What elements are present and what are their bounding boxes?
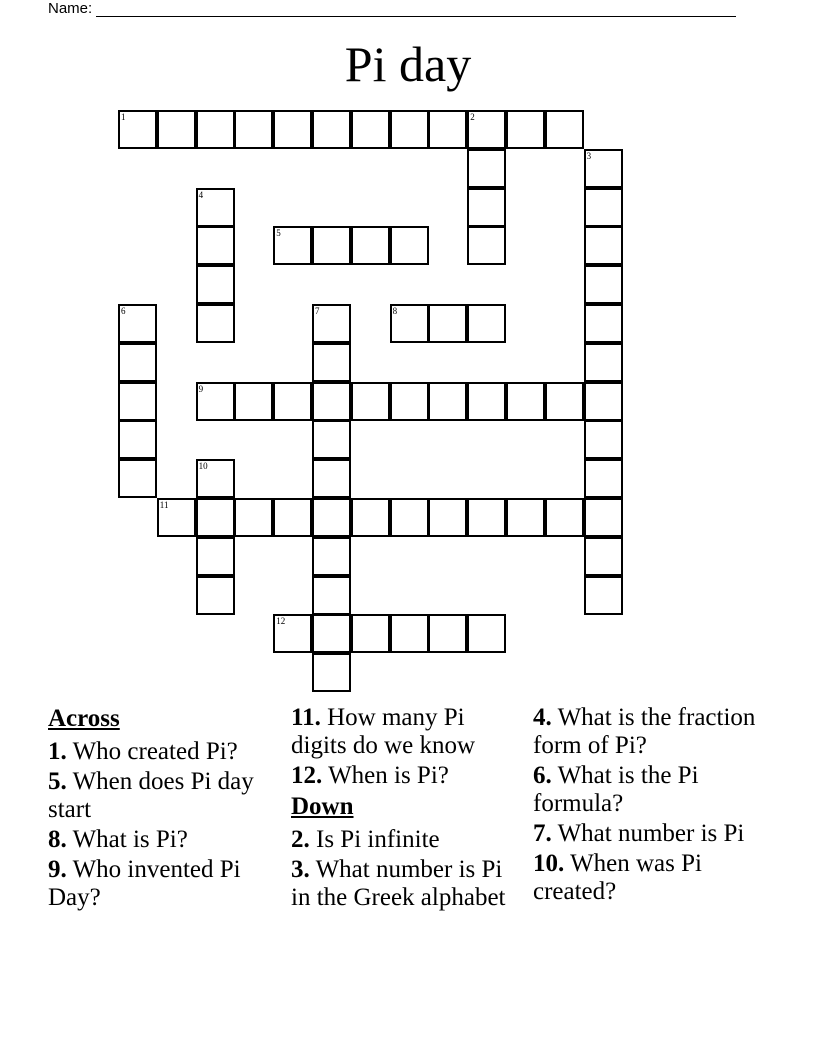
cell-number: 8 — [392, 306, 398, 316]
grid-cell[interactable] — [312, 459, 351, 498]
clue-text: When was Pi created? — [533, 850, 702, 905]
name-input-line[interactable] — [96, 2, 736, 17]
clue-down-3 — [291, 856, 521, 912]
grid-cell[interactable] — [467, 149, 506, 188]
grid-cell[interactable] — [196, 498, 235, 537]
grid-cell[interactable] — [118, 459, 157, 498]
page-title: Pi day — [344, 36, 472, 92]
clue-down-10 — [533, 850, 763, 906]
grid-cell[interactable] — [118, 343, 157, 382]
grid-cell[interactable] — [273, 226, 312, 265]
grid-cell[interactable] — [390, 304, 429, 343]
grid-cell[interactable] — [506, 382, 545, 421]
grid-cell[interactable] — [196, 265, 235, 304]
grid-cell[interactable] — [273, 498, 312, 537]
clue-number: 12. — [291, 762, 323, 789]
cell-number: 3 — [586, 150, 592, 161]
grid-cell[interactable] — [467, 498, 506, 537]
clue-number: 9. — [48, 856, 67, 883]
clue-text: Who created Pi? — [72, 738, 238, 765]
clue-down-2 — [291, 826, 521, 854]
grid-cell[interactable] — [428, 498, 467, 537]
clue-number: 6. — [533, 762, 552, 789]
grid-cell[interactable] — [584, 304, 623, 343]
grid-cell[interactable] — [234, 110, 273, 149]
across-heading: Across — [48, 705, 120, 732]
grid-cell[interactable] — [467, 188, 506, 227]
clue-number: 8. — [48, 826, 67, 853]
clue-number: 10. — [533, 850, 565, 877]
grid-cell[interactable] — [234, 498, 273, 537]
grid-cell[interactable] — [584, 576, 623, 615]
clue-across-1 — [48, 738, 278, 766]
grid-cell[interactable] — [467, 110, 506, 149]
grid-cell[interactable] — [506, 498, 545, 537]
clue-number: 1. — [48, 738, 67, 765]
grid-cell[interactable] — [312, 304, 351, 343]
grid-cell[interactable] — [312, 576, 351, 615]
cell-number: 5 — [276, 228, 281, 239]
clue-across-8 — [48, 826, 278, 854]
clue-number: 3. — [291, 856, 310, 883]
grid-cell[interactable] — [118, 382, 157, 421]
grid-cell[interactable] — [545, 110, 584, 149]
grid-cell[interactable] — [351, 382, 390, 421]
grid-cell[interactable] — [545, 498, 584, 537]
clue-text: What number is Pi — [557, 820, 745, 847]
grid-cell[interactable] — [428, 382, 467, 421]
grid-cell[interactable] — [273, 382, 312, 421]
clue-across-9 — [48, 856, 278, 912]
grid-cell[interactable] — [584, 265, 623, 304]
grid-cell[interactable] — [196, 537, 235, 576]
grid-cell[interactable] — [196, 576, 235, 615]
clue-text: How many Pi digits do we know — [291, 704, 476, 759]
grid-cell[interactable] — [428, 110, 467, 149]
grid-cell[interactable] — [390, 614, 429, 653]
cell-number: 11 — [159, 500, 169, 510]
cell-number: 4 — [198, 189, 204, 200]
grid-cell[interactable] — [428, 614, 467, 653]
clue-number: 4. — [533, 704, 552, 731]
grid-cell[interactable] — [312, 614, 351, 653]
grid-cell[interactable] — [390, 226, 429, 265]
grid-cell[interactable] — [196, 110, 235, 149]
clue-number: 11. — [291, 704, 321, 731]
grid-cell[interactable] — [312, 382, 351, 421]
clue-text: When is Pi? — [328, 762, 449, 789]
grid-cell[interactable] — [584, 149, 623, 188]
name-line — [48, 0, 736, 17]
grid-cell[interactable] — [196, 304, 235, 343]
grid-cell[interactable] — [390, 110, 429, 149]
cell-number: 6 — [121, 306, 126, 316]
grid-cell[interactable] — [351, 614, 390, 653]
grid-cell[interactable] — [351, 226, 390, 265]
grid-cell[interactable] — [312, 498, 351, 537]
cell-number: 10 — [198, 461, 208, 472]
cell-number: 12 — [276, 616, 286, 627]
cell-number: 1 — [121, 112, 126, 122]
grid-cell[interactable] — [467, 382, 506, 421]
clue-text: Is Pi infinite — [316, 826, 440, 853]
grid-cell[interactable] — [467, 614, 506, 653]
grid-cell[interactable] — [584, 343, 623, 382]
grid-cell[interactable] — [584, 226, 623, 265]
clue-number: 2. — [291, 826, 310, 853]
clue-down-4 — [533, 704, 763, 760]
cell-number: 7 — [315, 306, 320, 316]
clue-column-2 — [291, 704, 521, 914]
name-label: Name: — [48, 0, 93, 17]
grid-cell[interactable] — [118, 304, 157, 343]
grid-cell[interactable] — [584, 537, 623, 576]
grid-cell[interactable] — [584, 459, 623, 498]
grid-cell[interactable] — [118, 420, 157, 459]
grid-cell[interactable] — [312, 110, 351, 149]
clue-number: 5. — [48, 768, 67, 795]
clue-text: What is the fraction form of Pi? — [533, 704, 756, 759]
grid-cell[interactable] — [312, 343, 351, 382]
grid-cell[interactable] — [390, 498, 429, 537]
grid-cell[interactable] — [312, 226, 351, 265]
grid-cell[interactable] — [312, 420, 351, 459]
grid-cell[interactable] — [312, 537, 351, 576]
grid-cell[interactable] — [506, 110, 545, 149]
cell-number: 9 — [198, 383, 204, 394]
grid-cell[interactable] — [428, 304, 467, 343]
grid-cell[interactable] — [584, 420, 623, 459]
grid-cell[interactable] — [273, 110, 312, 149]
clue-text: What is Pi? — [72, 826, 188, 853]
clue-text: Who invented Pi Day? — [48, 856, 241, 911]
grid-cell[interactable] — [467, 304, 506, 343]
grid-cell[interactable] — [234, 382, 273, 421]
grid-cell[interactable] — [467, 226, 506, 265]
clue-column-1 — [48, 704, 278, 914]
grid-cell[interactable] — [584, 188, 623, 227]
grid-cell[interactable] — [351, 110, 390, 149]
grid-cell[interactable] — [157, 110, 196, 149]
clue-down-7 — [533, 820, 763, 848]
grid-cell[interactable] — [273, 614, 312, 653]
grid-cell[interactable] — [312, 653, 351, 692]
grid-cell[interactable] — [196, 382, 235, 421]
grid-cell[interactable] — [584, 382, 623, 421]
cell-number: 2 — [470, 112, 475, 122]
clue-across-12 — [291, 762, 521, 790]
clue-across-5 — [48, 768, 278, 824]
grid-cell[interactable] — [196, 226, 235, 265]
clue-number: 7. — [533, 820, 552, 847]
down-heading: Down — [291, 793, 354, 820]
grid-cell[interactable] — [157, 498, 196, 537]
clue-down-6 — [533, 762, 763, 818]
clue-text: What is the Pi formula? — [533, 762, 699, 817]
clue-across-11 — [291, 704, 521, 760]
clue-text: What number is Pi in the Greek alphabet — [291, 856, 506, 911]
grid-cell[interactable] — [584, 498, 623, 537]
grid-cell[interactable] — [545, 382, 584, 421]
grid-cell[interactable] — [196, 188, 235, 227]
grid-cell[interactable] — [196, 459, 235, 498]
grid-cell[interactable] — [351, 498, 390, 537]
grid-cell[interactable] — [118, 110, 157, 149]
clue-column-3 — [533, 704, 763, 908]
grid-cell[interactable] — [390, 382, 429, 421]
clue-text: When does Pi day start — [48, 768, 254, 823]
